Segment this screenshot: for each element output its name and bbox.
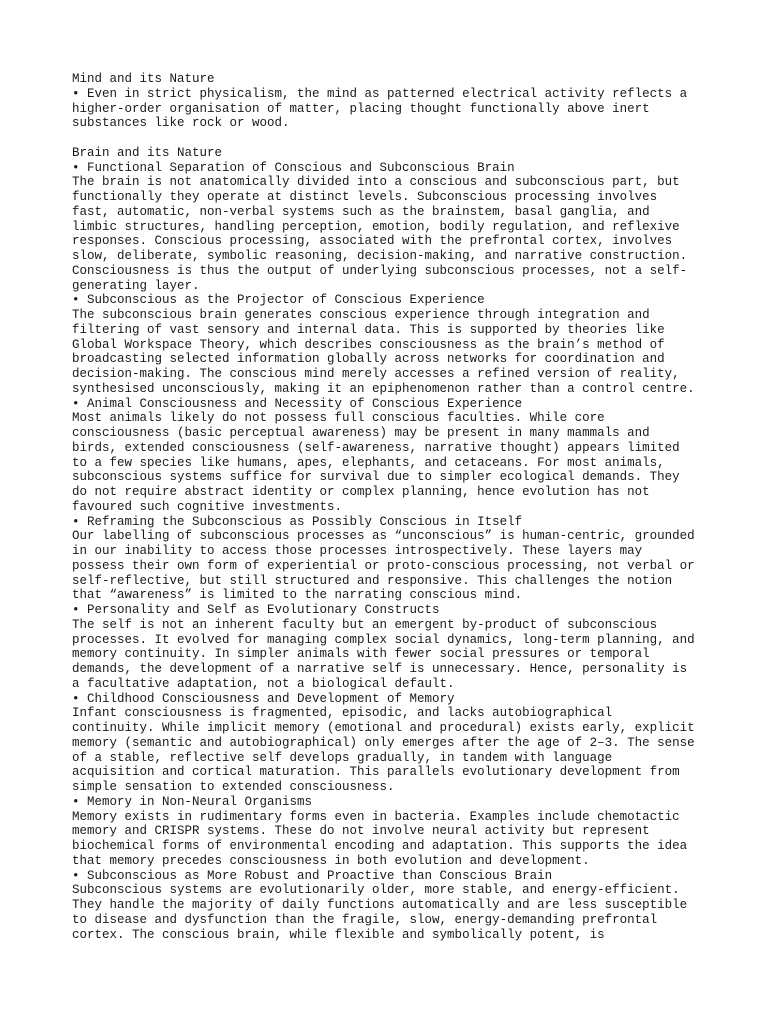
document-text-line: • Reframing the Subconscious as Possibly Conscious in Itself xyxy=(72,514,523,529)
document-text-line: in our inability to access those processes introspectively. These layers may xyxy=(72,544,643,558)
document-text-line: synthesised unconsciously, making it an epiphenomenon rather than a control centre. xyxy=(72,381,695,396)
document-text-line: birds, extended consciousness (self-awareness, narrative thought) appears limited xyxy=(72,440,680,455)
document-text-line: The brain is not anatomically divided into a conscious and subconscious part, but xyxy=(72,175,680,190)
document-text-line: The self is not an inherent faculty but an emergent by-product of subconscious xyxy=(72,617,658,632)
document-text-line: • Even in strict physicalism, the mind as patterned electrical activity reflects a xyxy=(72,86,688,101)
document-text-line: memory and CRISPR systems. These do not involve neural activity but represent xyxy=(72,824,650,839)
document-text-line: decision-making. The conscious mind merely accesses a refined version of reality, xyxy=(72,367,680,381)
document-text-line: Our labelling of subconscious processes as “unconscious” is human-centric, grounded xyxy=(72,529,695,544)
document-text-line: demands, the development of a narrative self is unnecessary. Hence, personality is xyxy=(72,662,688,676)
document-text-line: Most animals likely do not possess full conscious faculties. While core xyxy=(72,411,605,426)
document-text-line: • Personality and Self as Evolutionary Constructs xyxy=(72,603,440,617)
document-text-line: Consciousness is thus the output of underlying subconscious processes, not a self- xyxy=(72,263,688,278)
document-text-line xyxy=(72,131,708,146)
document-text-line: Infant consciousness is fragmented, episodic, and lacks autobiographical xyxy=(72,706,613,721)
document-text-line: • Childhood Consciousness and Development of Memory xyxy=(72,691,455,706)
document-text-line: generating layer. xyxy=(72,278,200,293)
document-text-line: Mind and its Nature xyxy=(72,72,215,86)
document-text-line: processes. It evolved for managing complex social dynamics, long-term planning, and xyxy=(72,632,695,647)
document-text-line: slow, deliberate, symbolic reasoning, decision-making, and narrative construction. xyxy=(72,249,688,263)
document-text-line: The subconscious brain generates conscious experience through integration and xyxy=(72,308,650,322)
document-text-line: continuity. While implicit memory (emotional and procedural) exists early, explicit xyxy=(72,721,695,735)
document-text-line: higher-order organisation of matter, placing thought functionally above inert xyxy=(72,101,650,116)
document-text-line: self-reflective, but still structured and responsive. This challenges the notion xyxy=(72,573,673,588)
document-text-line: substances like rock or wood. xyxy=(72,116,290,131)
document-text-line: • Subconscious as More Robust and Proactive than Conscious Brain xyxy=(72,868,553,883)
document-text-line: Brain and its Nature xyxy=(72,145,223,160)
document-text-line: to disease and dysfunction than the fragile, slow, energy-demanding prefrontal xyxy=(72,912,658,927)
document-text-line: • Functional Separation of Conscious and Subconscious Brain xyxy=(72,160,515,175)
document-text-line: responses. Conscious processing, associated with the prefrontal cortex, involves xyxy=(72,234,673,249)
document-text-line: subconscious systems suffice for survival due to simpler ecological demands. They xyxy=(72,470,680,485)
document-text-line: of a stable, reflective self develops gradually, in tandem with language xyxy=(72,750,613,765)
document-text-line: that “awareness” is limited to the narrating conscious mind. xyxy=(72,588,523,603)
document-text-line: functionally they operate at distinct levels. Subconscious processing involves xyxy=(72,190,658,204)
document-text-line: do not require abstract identity or complex planning, hence evolution has not xyxy=(72,485,650,499)
document-text-line: that memory precedes consciousness in both evolution and development. xyxy=(72,853,590,868)
document-text-line: possess their own form of experiential or proto-conscious processing, not verbal or xyxy=(72,558,695,573)
document-text-line: biochemical forms of environmental encoding and adaptation. This supports the idea xyxy=(72,839,688,853)
document-text-line: They handle the majority of daily functions automatically and are less susceptible xyxy=(72,898,688,912)
document-text-line: simple sensation to extended consciousness. xyxy=(72,780,395,794)
document-text-line: to a few species like humans, apes, elephants, and cetaceans. For most animals, xyxy=(72,455,665,470)
document-text-line: memory continuity. In simpler animals with fewer social pressures or temporal xyxy=(72,647,650,662)
document-text-line: cortex. The conscious brain, while flexible and symbolically potent, is xyxy=(72,927,605,942)
document-text-line: Subconscious systems are evolutionarily older, more stable, and energy-efficient. xyxy=(72,883,680,898)
document-text-line: limbic structures, handling perception, emotion, bodily regulation, and reflexive xyxy=(72,219,680,234)
document-text-line: • Memory in Non-Neural Organisms xyxy=(72,794,313,809)
document-text-line: Global Workspace Theory, which describes consciousness as the brain’s method of xyxy=(72,337,665,352)
document-text-line: acquisition and cortical maturation. This parallels evolutionary development from xyxy=(72,765,680,780)
document-text-line: • Animal Consciousness and Necessity of Conscious Experience xyxy=(72,396,523,411)
document-text-line: consciousness (basic perceptual awareness) may be present in many mammals and xyxy=(72,426,650,440)
document-text-line: Memory exists in rudimentary forms even in bacteria. Examples include chemotactic xyxy=(72,809,680,824)
document-text-line: • Subconscious as the Projector of Conscious Experience xyxy=(72,293,485,308)
document-text-line: a facultative adaptation, not a biological default. xyxy=(72,676,455,691)
document-text-line: broadcasting selected information globally across networks for coordination and xyxy=(72,352,665,367)
document-text-line: memory (semantic and autobiographical) only emerges after the age of 2–3. The sense xyxy=(72,735,695,750)
document-text-line: favoured such cognitive investments. xyxy=(72,499,343,514)
document-text-line: fast, automatic, non-verbal systems such as the brainstem, basal ganglia, and xyxy=(72,204,650,219)
document-text-line: filtering of vast sensory and internal data. This is supported by theories like xyxy=(72,322,665,337)
